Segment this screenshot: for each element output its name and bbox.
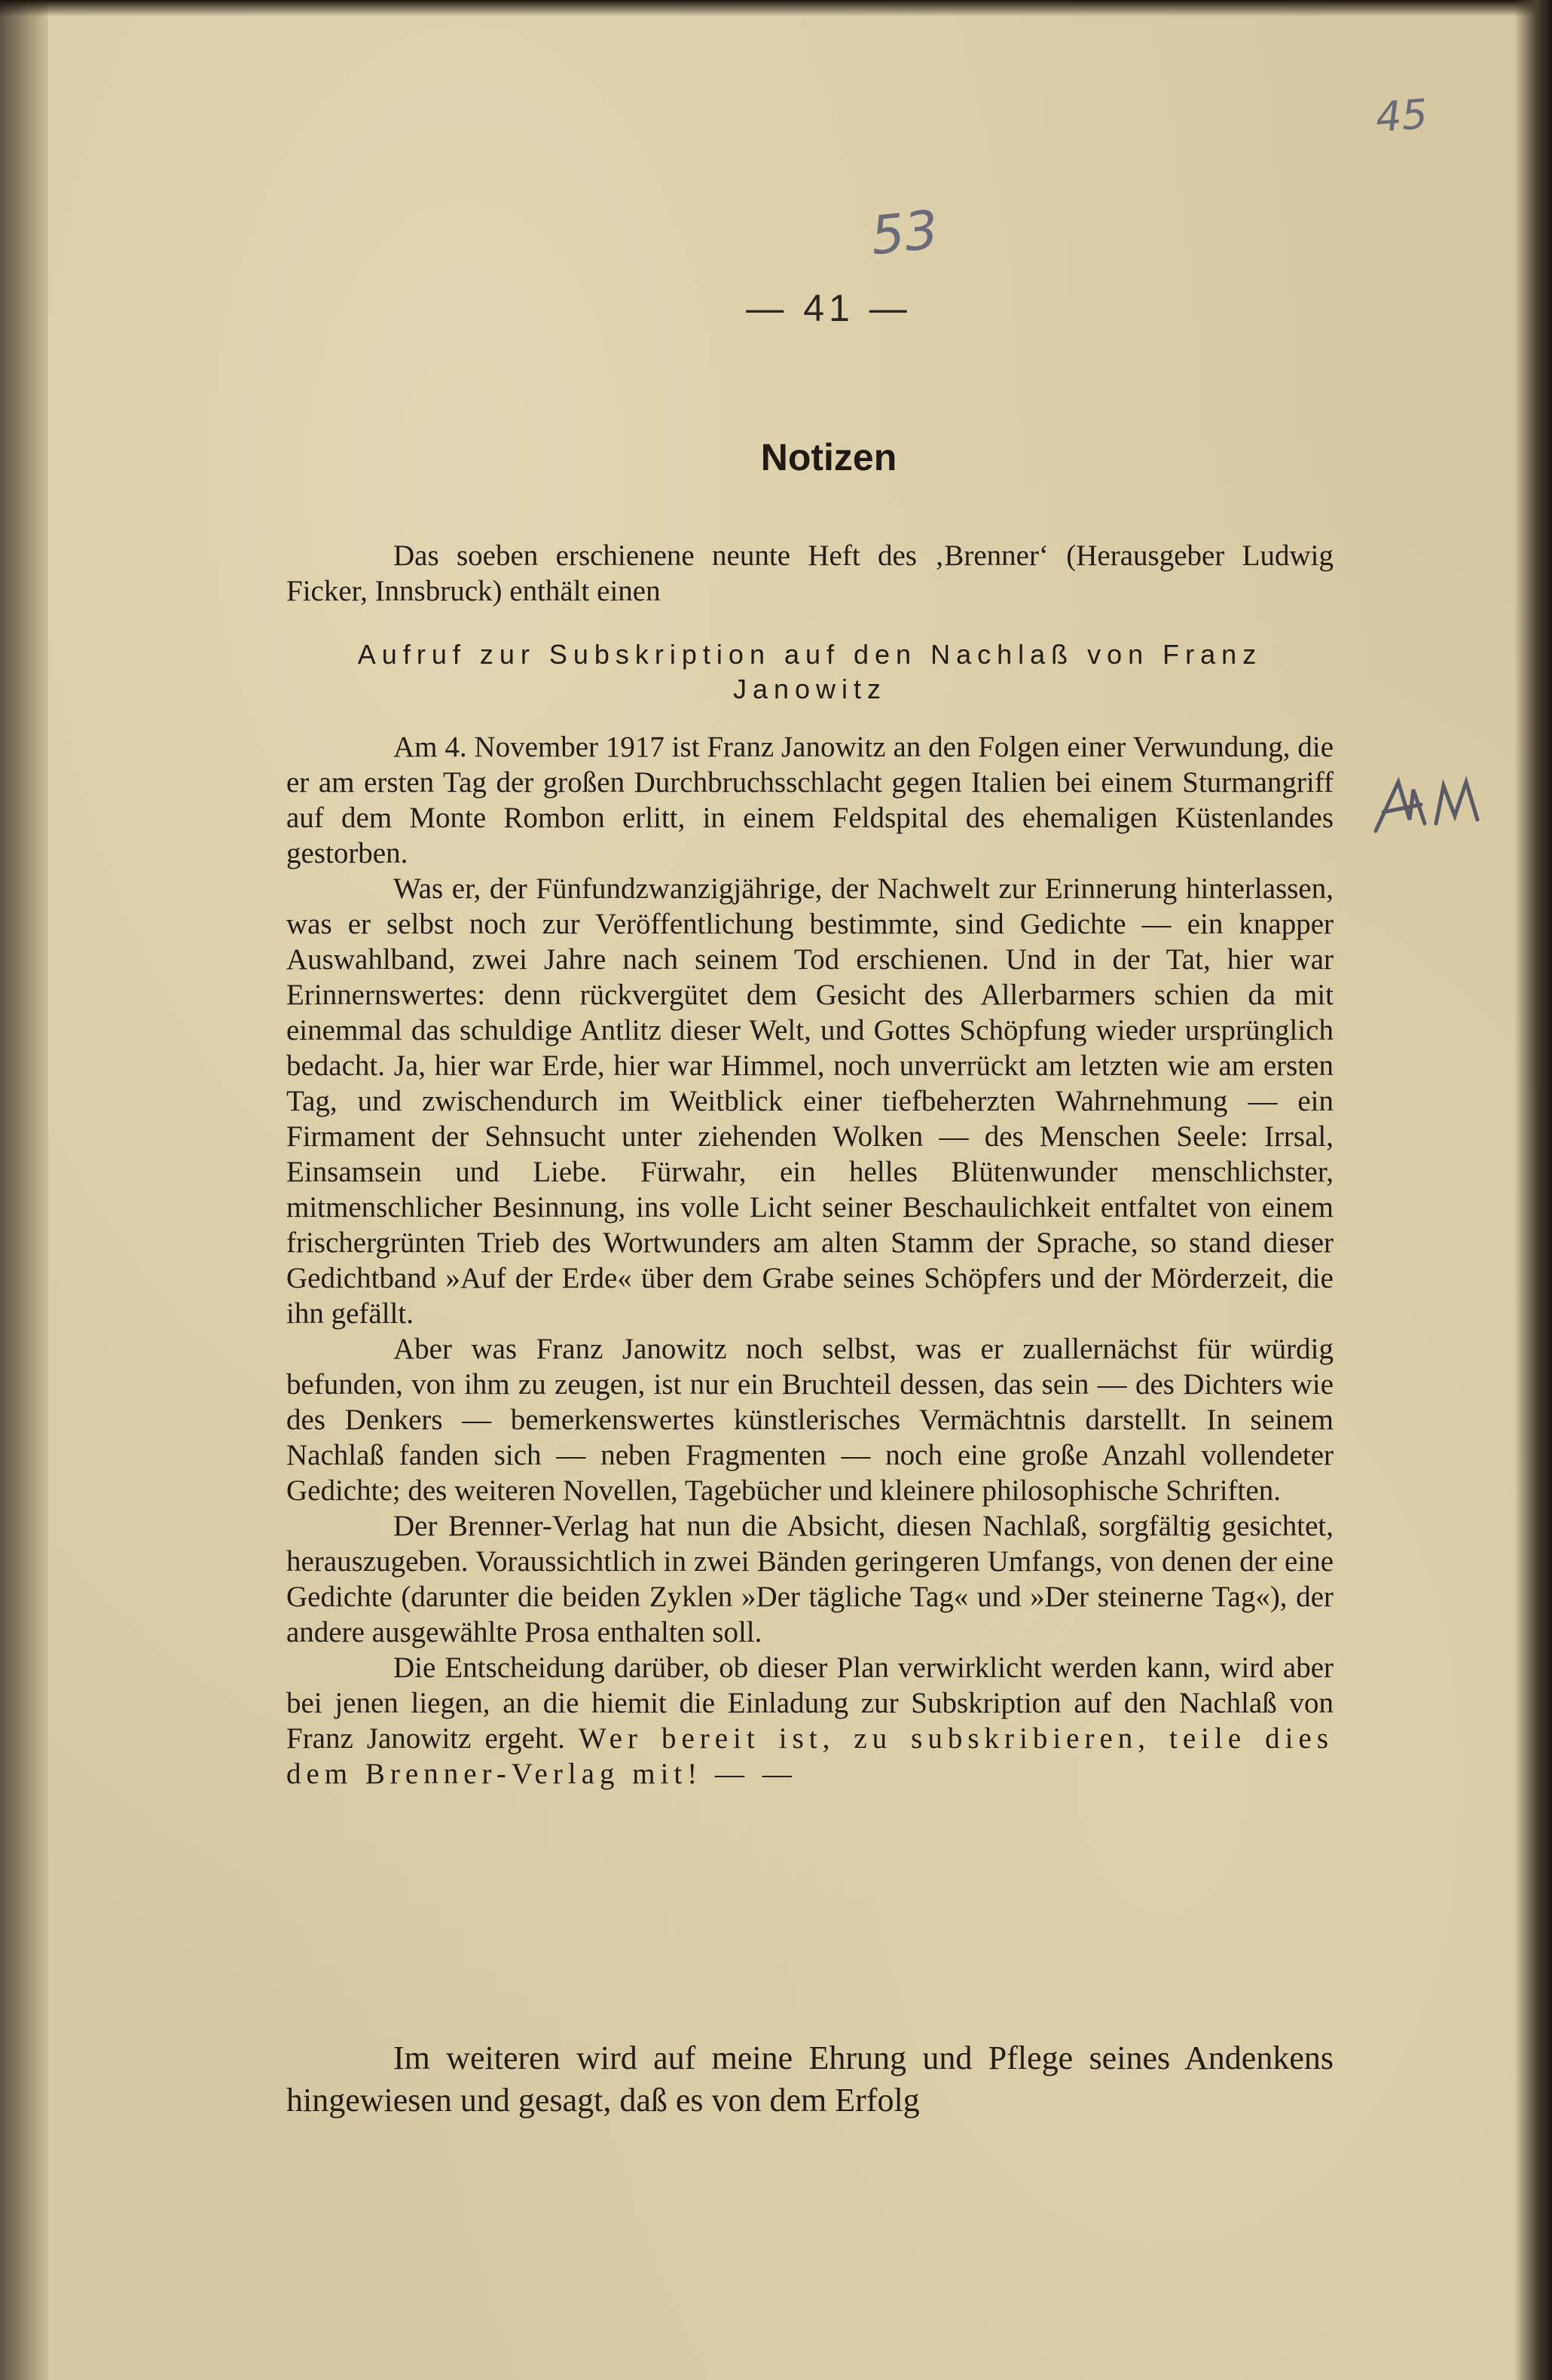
paragraph-4: Der Brenner-Verlag hat nun die Absicht, diesen Nachlaß, sorgfältig gesichtet, herauszugeben. Voraussichtlich in zwei Bänden geringeren Umfangs, von denen der eine Gedichte (darunter die beiden Zyklen »Der tägliche Tag« und »Der steinerne Tag«), der andere ausgewählte Prosa enthalten soll. — [286, 1510, 1334, 1648]
paragraph-2: Was er, der Fünfundzwanzigjährige, der Nachwelt zur Erinnerung hinterlassen, was er selbst noch zur Veröffentlichung bestimmte, sind Gedichte — ein knapper Auswahlband, zwei Jahre nach seinem Tod erschienen. Und in der Tat, hier war Erinnernswertes: denn rückvergütet dem Gesicht des Allerbarmers schien da mit einemmal das schuldige Antlitz dieser Welt, und Gottes Schöpfung wieder ursprünglich bedacht. Ja, hier war Erde, hier war Himmel, noch unverrückt am letzten wie am ersten Tag, und zwischendurch im Weitblick einer tiefbeherzten Wahrnehmung — ein Firmament der Sehnsucht unter ziehenden Wolken — des Menschen Seele: Irrsal, Einsamsein und Liebe. Fürwahr, ein helles Blütenwunder menschlichster, mitmenschlicher Besinnung, ins volle Licht seiner Beschaulichkeit entfaltet von einem frischergrünten Trieb des Wortwunders am alten Stamm der Sprache, so stand dieser Gedichtband »Auf der Erde« über dem Grabe seines Schöpfers und der Mörderzeit, die ihn gefällt. — [286, 872, 1334, 1330]
page-title: Notizen — [760, 436, 897, 478]
handwritten-corner-number: 45 — [1373, 90, 1429, 142]
closing-text: Im weiteren wird auf meine Ehrung und Pflege seines Andenkens hingewiesen und gesagt, daß es von dem Erfolg — [286, 2039, 1334, 2119]
decision-text: Die Entscheidung darüber, ob dieser Plan verwirklicht werden kann, wird aber bei jenen liegen, an die hiemit die Einladung zur Subskription auf den Nachlaß von Franz Janowitz ergeht. — [286, 1651, 1334, 1755]
paragraph-3: Aber was Franz Janowitz noch selbst, was er zuallernächst für würdig befunden, von ihm zu zeugen, ist nur ein Bruchteil dessen, das sein — des Dichters wie des Denkers — bemerkenswertes künstlerisches Vermächtnis darstellt. In seinem Nachlaß fanden sich — neben Fragmenten — noch eine große Anzahl vollendeter Gedichte; des weiteren Novellen, Tagebücher und kleinere philosophische Schriften. — [286, 1333, 1334, 1507]
paragraph-1: Am 4. November 1917 ist Franz Janowitz an den Folgen einer Verwundung, die er am ersten Tag der großen Durchbruchsschlacht gegen Italien bei einem Sturmangriff auf dem Monte Rombon erlitt, in einem Feldspital des ehemaligen Küstenlandes gestorben. — [286, 731, 1334, 869]
book-binding-edge — [0, 0, 48, 2380]
handwritten-page-number: 53 — [867, 198, 942, 267]
appeal-heading: Aufruf zur Subskription auf den Nachlaß von Franz Janowitz — [357, 639, 1263, 704]
page-right-shadow — [1514, 0, 1552, 2380]
page-top-shadow — [0, 0, 1552, 17]
body-text — [286, 729, 1334, 1792]
intro-paragraph — [286, 538, 1334, 609]
intro-text: Das soeben erschienene neunte Heft des ‚Brenner‘ (Herausgeber Ludwig Ficker, Innsbruck) enthält einen — [286, 539, 1334, 607]
paragraph-5 — [286, 1650, 1334, 1792]
closing-paragraph — [286, 2037, 1334, 2122]
printed-page-number: — 41 — — [746, 287, 912, 329]
call-to-action: Wer bereit ist, zu subskribieren, teile dies dem Brenner-Verlag mit! — — — [286, 1722, 1334, 1790]
margin-annotation-scribble — [1368, 759, 1496, 850]
